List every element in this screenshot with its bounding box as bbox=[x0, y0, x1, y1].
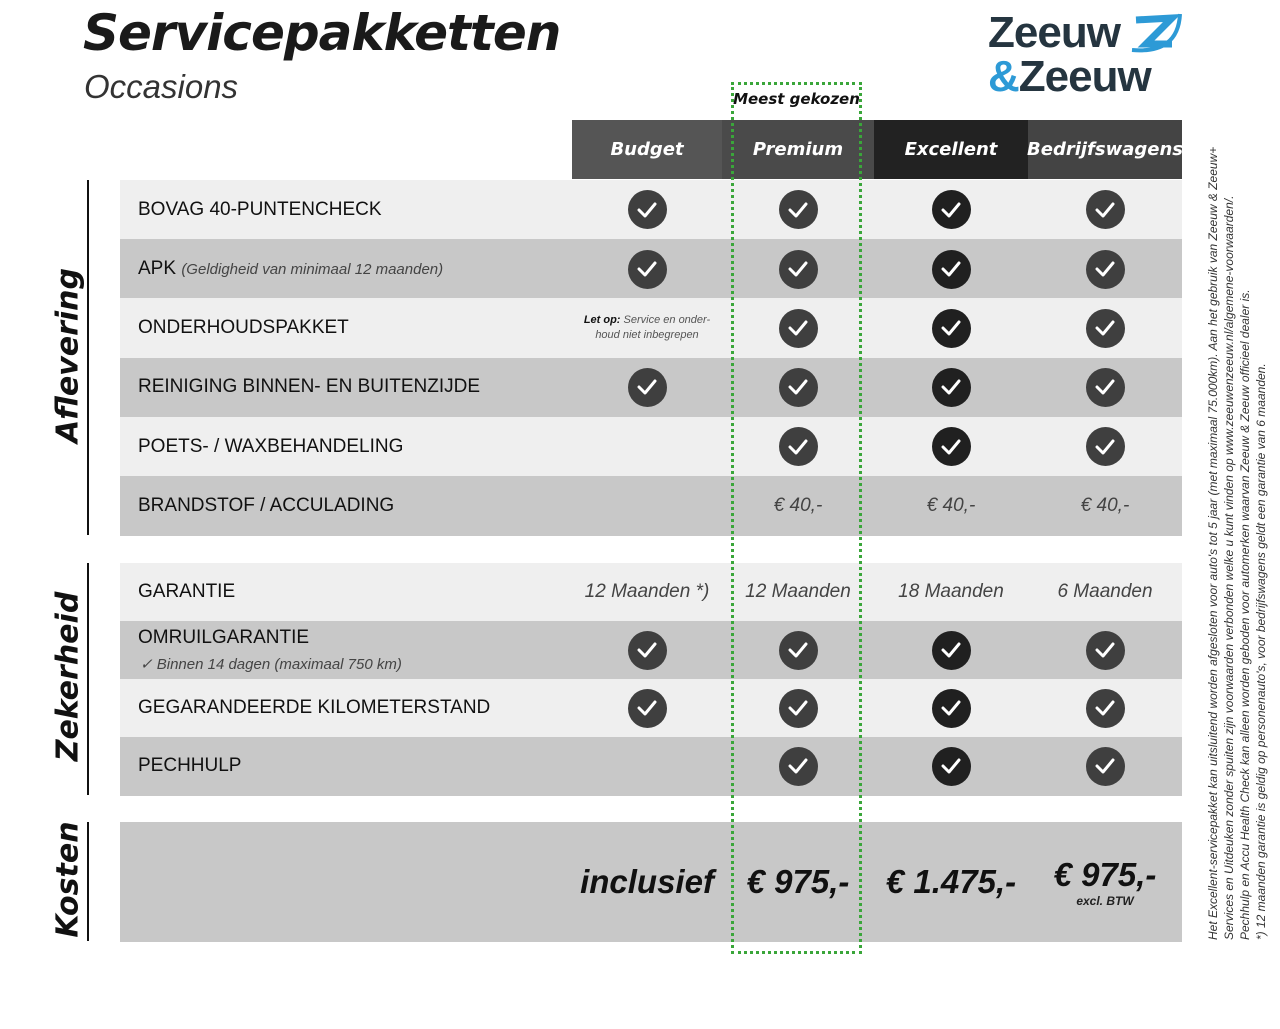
cell-premium bbox=[722, 563, 874, 622]
cell-budget bbox=[572, 417, 722, 477]
check-icon bbox=[1086, 631, 1125, 670]
check-icon bbox=[932, 631, 971, 670]
check-icon bbox=[1086, 190, 1125, 229]
row-label bbox=[120, 417, 572, 477]
cell-budget bbox=[572, 298, 722, 358]
price: inclusief bbox=[580, 862, 714, 900]
cell-excellent bbox=[874, 358, 1028, 418]
cell-premium bbox=[722, 679, 874, 738]
cell-budget bbox=[572, 239, 722, 299]
price: € 1.475,- bbox=[885, 862, 1017, 900]
row-label-text: GARANTIE bbox=[138, 581, 236, 603]
row-label-text: POETS- / WAXBEHANDELING bbox=[138, 435, 404, 457]
section-divider bbox=[87, 563, 89, 795]
cell-budget bbox=[572, 180, 722, 240]
table-row bbox=[120, 298, 1182, 358]
column-header-bedrijfswagens: Bedrijfswagens bbox=[1028, 120, 1182, 179]
check-icon bbox=[932, 309, 971, 348]
column-header-premium: Premium bbox=[722, 120, 874, 179]
cell-value: € 40,- bbox=[1080, 494, 1130, 516]
footnote: Pechhulp en Accu Health Check kan alleen worden geboden voor automerken waarvan Zeeuw & Zeeuw officieel dealer is. bbox=[1238, 289, 1252, 940]
cell-bedrijfswagens bbox=[1028, 679, 1182, 738]
check-icon bbox=[628, 190, 667, 229]
cell-bedrijfswagens bbox=[1028, 239, 1182, 299]
check-icon bbox=[932, 250, 971, 289]
cell-budget bbox=[572, 737, 722, 796]
check-icon bbox=[779, 250, 818, 289]
cell-budget bbox=[572, 358, 722, 418]
table-row bbox=[120, 621, 1182, 680]
cell-budget bbox=[572, 822, 722, 942]
row-label-text: APK bbox=[138, 258, 177, 280]
cell-premium bbox=[722, 239, 874, 299]
cell-bedrijfswagens bbox=[1028, 476, 1182, 536]
table-row bbox=[120, 358, 1182, 418]
footnote: Het Excellent-servicepakket kan uitsluitend worden afgesloten voor auto's tot 5 jaar (met maximaal 75.000km). Aan het gebruik van Zeeuw & Zeeuw+ bbox=[1206, 146, 1220, 940]
check-icon bbox=[1086, 250, 1125, 289]
cell-value: 12 Maanden *) bbox=[584, 581, 710, 603]
check-icon bbox=[932, 689, 971, 728]
section-divider bbox=[87, 180, 89, 535]
check-icon bbox=[1086, 427, 1125, 466]
check-icon bbox=[628, 368, 667, 407]
section-label-kosten: Kosten bbox=[50, 820, 86, 938]
price: € 975,- bbox=[746, 862, 850, 900]
row-label bbox=[120, 822, 572, 942]
cell-premium bbox=[722, 737, 874, 796]
cell-excellent bbox=[874, 621, 1028, 680]
table-row bbox=[120, 417, 1182, 477]
footnotes bbox=[1205, 120, 1269, 940]
cell-premium bbox=[722, 822, 874, 942]
cell-excellent bbox=[874, 476, 1028, 536]
row-subline: ✓ Binnen 14 dagen (maximaal 750 km) bbox=[140, 656, 402, 674]
cell-bedrijfswagens bbox=[1028, 621, 1182, 680]
logo-swoosh-icon bbox=[1128, 10, 1184, 56]
check-icon bbox=[1086, 309, 1125, 348]
section-label-aflevering: Aflevering bbox=[50, 267, 86, 443]
cell-value: € 40,- bbox=[773, 494, 823, 516]
table-row bbox=[120, 737, 1182, 796]
logo-line1: Zeeuw bbox=[988, 8, 1120, 57]
check-icon bbox=[932, 747, 971, 786]
cell-premium bbox=[722, 476, 874, 536]
row-label bbox=[120, 180, 572, 240]
check-icon bbox=[628, 689, 667, 728]
table-row bbox=[120, 679, 1182, 738]
footnote: *) 12 maanden garantie is geldig op personenauto's, voor bedrijfswagens geldt een garantie van 6 maanden. bbox=[1254, 363, 1268, 940]
note: Let op: Service en onder-houd niet inbegrepen bbox=[583, 314, 711, 342]
row-label-text: PECHHULP bbox=[138, 755, 242, 777]
row-label bbox=[120, 358, 572, 418]
row-label-text: REINIGING BINNEN- EN BUITENZIJDE bbox=[138, 376, 481, 398]
check-icon bbox=[1086, 368, 1125, 407]
excl-btw-note: excl. BTW bbox=[1076, 893, 1134, 908]
cell-budget bbox=[572, 476, 722, 536]
row-label bbox=[120, 621, 572, 680]
cell-excellent bbox=[874, 417, 1028, 477]
check-icon bbox=[779, 190, 818, 229]
cell-premium bbox=[722, 417, 874, 477]
cell-bedrijfswagens bbox=[1028, 180, 1182, 240]
cell-premium bbox=[722, 180, 874, 240]
cell-budget bbox=[572, 621, 722, 680]
check-icon bbox=[779, 631, 818, 670]
cell-premium bbox=[722, 298, 874, 358]
table-row bbox=[120, 239, 1182, 299]
section-divider bbox=[87, 822, 89, 941]
section-label-zekerheid: Zekerheid bbox=[50, 591, 86, 762]
price: € 975,- bbox=[1053, 855, 1157, 893]
page-subtitle: Occasions bbox=[84, 68, 239, 105]
page-title: Servicepakketten bbox=[83, 4, 561, 62]
most-chosen-label: Meest gekozen bbox=[733, 90, 860, 108]
cell-value: 18 Maanden bbox=[898, 581, 1004, 603]
cell-value: € 40,- bbox=[926, 494, 976, 516]
zeeuw-logo bbox=[988, 8, 1188, 103]
row-label bbox=[120, 563, 572, 622]
row-label-text: BRANDSTOF / ACCULADING bbox=[138, 494, 395, 516]
cell-bedrijfswagens bbox=[1028, 358, 1182, 418]
check-icon bbox=[779, 747, 818, 786]
table-row bbox=[120, 180, 1182, 240]
column-header-budget: Budget bbox=[572, 120, 722, 179]
cell-bedrijfswagens bbox=[1028, 822, 1182, 942]
cell-excellent bbox=[874, 239, 1028, 299]
cell-bedrijfswagens bbox=[1028, 298, 1182, 358]
cell-excellent bbox=[874, 679, 1028, 738]
cell-excellent bbox=[874, 737, 1028, 796]
cell-value: 12 Maanden bbox=[745, 581, 851, 603]
row-label bbox=[120, 476, 572, 536]
cell-value: 6 Maanden bbox=[1057, 581, 1153, 603]
check-icon bbox=[779, 309, 818, 348]
check-icon bbox=[628, 250, 667, 289]
row-label-text: OMRUILGARANTIE bbox=[138, 627, 310, 649]
check-icon bbox=[779, 368, 818, 407]
row-label bbox=[120, 737, 572, 796]
cell-bedrijfswagens bbox=[1028, 417, 1182, 477]
row-label bbox=[120, 679, 572, 738]
check-icon bbox=[932, 368, 971, 407]
cell-excellent bbox=[874, 180, 1028, 240]
row-label-text: BOVAG 40-PUNTENCHECK bbox=[138, 198, 382, 220]
check-icon bbox=[628, 631, 667, 670]
table-row bbox=[120, 476, 1182, 536]
cell-bedrijfswagens bbox=[1028, 737, 1182, 796]
table-row bbox=[120, 563, 1182, 622]
cell-budget bbox=[572, 679, 722, 738]
check-icon bbox=[932, 427, 971, 466]
check-icon bbox=[932, 190, 971, 229]
cell-excellent bbox=[874, 822, 1028, 942]
check-icon bbox=[1086, 747, 1125, 786]
check-icon bbox=[779, 427, 818, 466]
check-icon bbox=[1086, 689, 1125, 728]
column-header-excellent: Excellent bbox=[874, 120, 1028, 179]
table-row bbox=[120, 822, 1182, 942]
row-label-text: GEGARANDEERDE KILOMETERSTAND bbox=[138, 697, 491, 719]
cell-premium bbox=[722, 621, 874, 680]
cell-excellent bbox=[874, 298, 1028, 358]
check-icon bbox=[779, 689, 818, 728]
logo-line2: &Zeeuw bbox=[988, 52, 1151, 101]
row-label bbox=[120, 239, 572, 299]
cell-premium bbox=[722, 358, 874, 418]
row-label-text: ONDERHOUDSPAKKET bbox=[138, 317, 349, 339]
row-sublabel: (Geldigheid van minimaal 12 maanden) bbox=[181, 261, 444, 279]
row-label bbox=[120, 298, 572, 358]
cell-budget bbox=[572, 563, 722, 622]
footnote: Services en Uitdeuken zonder spuiten zijn voorwaarden verbonden welke u kunt vinden op www.zeeuwenzeeuw.nl/algemene-voorwaarden/. bbox=[1222, 195, 1236, 940]
cell-bedrijfswagens bbox=[1028, 563, 1182, 622]
cell-excellent bbox=[874, 563, 1028, 622]
